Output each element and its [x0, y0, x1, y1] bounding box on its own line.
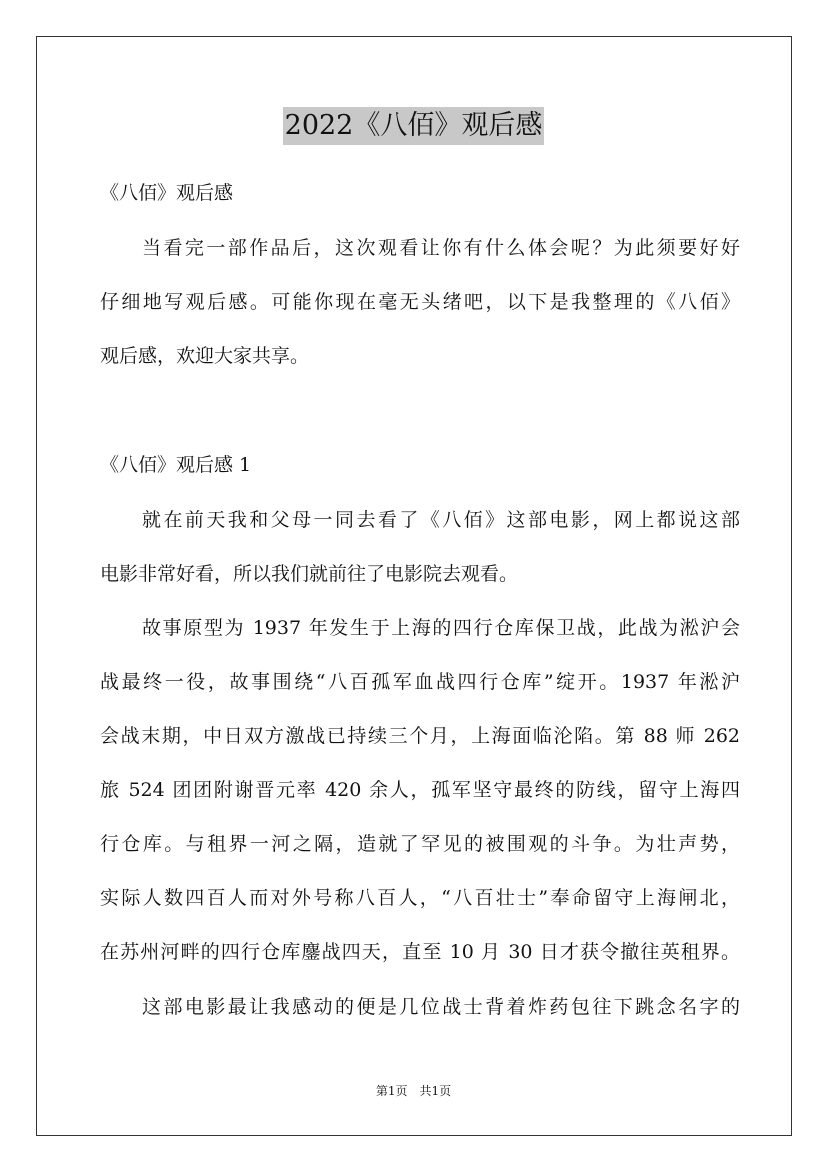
page-footer: 第1页 共1页 — [375, 1084, 452, 1098]
paragraph-line: 在苏州河畔的四行仓库鏖战四天，直至 10 月 30 日才获令撤往英租界。 — [100, 941, 740, 963]
intro-line: 仔细地写观后感。可能你现在毫无头绪吧，以下是我整理的《八佰》 — [100, 291, 740, 313]
paragraph-line: 故事原型为 1937 年发生于上海的四行仓库保卫战，此战为淞沪会 — [142, 617, 740, 639]
section-heading: 《八佰》观后感 1 — [100, 454, 252, 476]
intro-line: 观后感，欢迎大家共享。 — [100, 345, 310, 367]
paragraph-line: 行仓库。与租界一河之隔，造就了罕见的被围观的斗争。为壮声势， — [100, 833, 740, 855]
document-title — [0, 104, 827, 145]
paragraph-line: 电影非常好看，所以我们就前往了电影院去观看。 — [100, 563, 519, 585]
intro-line: 当看完一部作品后，这次观看让你有什么体会呢？为此须要好好 — [142, 237, 740, 259]
paragraph-line: 就在前天我和父母一同去看了《八佰》这部电影，网上都说这部 — [142, 509, 740, 531]
paragraph-line: 这部电影最让我感动的便是几位战士背着炸药包往下跳念名字的 — [142, 996, 740, 1018]
paragraph-line: 实际人数四百人而对外号称八百人，“八百壮士”奉命留守上海闸北， — [100, 887, 740, 909]
paragraph-line: 会战末期，中日双方激战已持续三个月，上海面临沦陷。第 88 师 262 — [100, 725, 740, 747]
document-heading: 《八佰》观后感 — [100, 182, 234, 204]
document-title-text: 2022《八佰》观后感 — [283, 107, 545, 145]
paragraph-line: 战最终一役，故事围绕“八百孤军血战四行仓库”绽开。1937 年淞沪 — [100, 671, 740, 693]
paragraph-line: 旅 524 团团附谢晋元率 420 余人，孤军坚守最终的防线，留守上海四 — [100, 779, 740, 801]
